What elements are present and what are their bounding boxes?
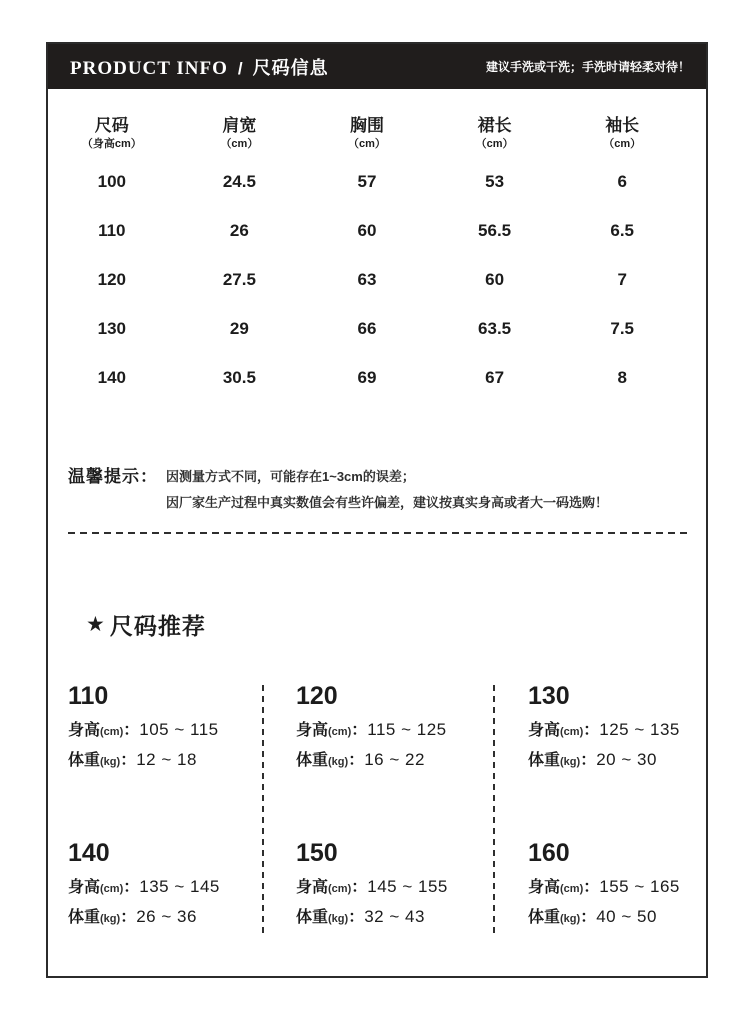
cell-shoulder: 29 — [229, 318, 249, 338]
cell-skirt-length: 56.5 — [478, 220, 512, 240]
size-table-header — [48, 113, 686, 157]
recommendation-block — [262, 838, 493, 933]
cell-chest: 63 — [357, 269, 377, 289]
height-unit: (cm) — [100, 883, 124, 895]
weight-range: 16 ~ 22 — [364, 750, 425, 769]
rec-weight-line — [68, 746, 262, 776]
section-title-english: PRODUCT INFO — [70, 57, 228, 79]
colon: ： — [120, 752, 137, 769]
height-label: 身高 — [296, 879, 329, 896]
height-range: 105 ~ 115 — [139, 720, 219, 739]
height-label: 身高 — [68, 722, 101, 739]
cell-skirt-length: 67 — [485, 367, 505, 387]
cell-size: 130 — [97, 318, 126, 338]
colon: ： — [123, 879, 140, 896]
reminder-label: 温馨提示： — [68, 467, 158, 486]
colon: ： — [583, 879, 600, 896]
cell-sleeve-length: 7.5 — [610, 318, 634, 338]
cell-sleeve-length: 7 — [617, 269, 627, 289]
dashed-divider — [68, 532, 690, 534]
rec-height-line — [68, 716, 262, 746]
weight-label: 体重 — [296, 752, 329, 769]
weight-range: 12 ~ 18 — [136, 750, 197, 769]
recommendation-block — [48, 838, 262, 933]
cell-chest: 57 — [357, 171, 377, 191]
recommendation-row — [48, 838, 706, 933]
table-row — [48, 353, 686, 402]
colon: ： — [120, 909, 137, 926]
table-row — [48, 206, 686, 255]
weight-range: 20 ~ 30 — [596, 750, 657, 769]
cell-shoulder: 24.5 — [222, 171, 256, 191]
colon: ： — [351, 722, 368, 739]
colon: ： — [348, 909, 365, 926]
height-label: 身高 — [528, 879, 561, 896]
height-label: 身高 — [296, 722, 329, 739]
weight-unit: (kg) — [100, 756, 121, 768]
column-header-sleeve-length: 袖长 （cm） — [603, 116, 642, 150]
cell-sleeve-length: 6 — [617, 171, 627, 191]
cell-chest: 66 — [357, 318, 377, 338]
table-header-row — [48, 113, 686, 157]
rec-height-line — [296, 716, 493, 746]
weight-unit: (kg) — [560, 913, 581, 925]
weight-range: 26 ~ 36 — [136, 907, 197, 926]
recommendation-block — [262, 681, 493, 776]
colon: ： — [583, 722, 600, 739]
cell-skirt-length: 60 — [485, 269, 505, 289]
cell-chest: 69 — [357, 367, 377, 387]
height-unit: (cm) — [560, 883, 584, 895]
reminder-text — [166, 462, 608, 516]
weight-unit: (kg) — [328, 913, 349, 925]
section-header-bar — [48, 44, 706, 89]
rec-size: 160 — [528, 839, 570, 867]
recommendation-block — [493, 681, 706, 776]
friendly-reminder — [68, 462, 688, 516]
rec-weight-line — [528, 746, 706, 776]
reminder-line: 因厂家生产过程中真实数值会有些许偏差，建议按真实身高或者大一码选购！ — [166, 495, 609, 510]
height-unit: (cm) — [328, 883, 352, 895]
cell-sleeve-length: 8 — [617, 367, 627, 387]
rec-size: 140 — [68, 839, 110, 867]
rec-size: 110 — [68, 682, 109, 710]
title-separator: / — [237, 58, 243, 78]
column-header-skirt-length: 裙长 （cm） — [475, 116, 514, 150]
star-icon: ★ — [86, 613, 106, 636]
washing-care-note: 建议手洗或干洗；手洗时请轻柔对待！ — [485, 60, 690, 74]
rec-height-line — [528, 873, 706, 903]
height-range: 135 ~ 145 — [139, 877, 220, 896]
size-recommendation-title — [86, 608, 706, 641]
size-measurements-table — [48, 113, 686, 402]
column-header-shoulder: 肩宽 （cm） — [220, 116, 259, 150]
vertical-dashed-divider — [262, 685, 264, 937]
weight-unit: (kg) — [100, 913, 121, 925]
height-range: 125 ~ 135 — [599, 720, 680, 739]
rec-height-line — [528, 716, 706, 746]
height-range: 145 ~ 155 — [367, 877, 448, 896]
weight-label: 体重 — [528, 909, 561, 926]
table-row — [48, 255, 686, 304]
section-title — [70, 54, 329, 80]
rec-weight-line — [528, 903, 706, 933]
height-range: 115 ~ 125 — [367, 720, 447, 739]
weight-label: 体重 — [68, 909, 101, 926]
rec-height-line — [68, 873, 262, 903]
size-info-panel — [46, 42, 708, 978]
height-unit: (cm) — [328, 726, 352, 738]
rec-size: 150 — [296, 839, 338, 867]
cell-shoulder: 27.5 — [222, 269, 256, 289]
cell-shoulder: 30.5 — [222, 367, 256, 387]
table-row — [48, 157, 686, 206]
cell-size: 100 — [97, 171, 126, 191]
weight-label: 体重 — [528, 752, 561, 769]
cell-skirt-length: 63.5 — [478, 318, 512, 338]
vertical-dashed-divider — [493, 685, 495, 937]
height-label: 身高 — [528, 722, 561, 739]
colon: ： — [580, 909, 597, 926]
colon: ： — [123, 722, 140, 739]
rec-height-line — [296, 873, 493, 903]
cell-size: 140 — [97, 367, 126, 387]
cell-sleeve-length: 6.5 — [610, 220, 634, 240]
weight-range: 32 ~ 43 — [364, 907, 425, 926]
recommendation-row — [48, 681, 706, 776]
reminder-line: 因测量方式不同，可能存在1~3cm的误差； — [166, 469, 415, 484]
cell-size: 120 — [97, 269, 126, 289]
cell-chest: 60 — [357, 220, 377, 240]
table-row — [48, 304, 686, 353]
colon: ： — [351, 879, 368, 896]
cell-shoulder: 26 — [229, 220, 249, 240]
size-recommendation-grid — [48, 681, 706, 939]
weight-unit: (kg) — [328, 756, 349, 768]
column-header-size: 尺码 （身高cm） — [81, 116, 142, 150]
column-header-chest: 胸围 （cm） — [348, 116, 386, 150]
size-table-body — [48, 157, 686, 402]
height-range: 155 ~ 165 — [599, 877, 680, 896]
rec-size: 130 — [528, 682, 570, 710]
rec-weight-line — [296, 746, 493, 776]
recommendation-title-text: 尺码推荐 — [109, 613, 206, 639]
height-label: 身高 — [68, 879, 101, 896]
section-title-chinese: 尺码信息 — [252, 57, 329, 78]
colon: ： — [580, 752, 597, 769]
colon: ： — [348, 752, 365, 769]
weight-range: 40 ~ 50 — [596, 907, 657, 926]
rec-weight-line — [296, 903, 493, 933]
cell-size: 110 — [98, 220, 126, 240]
cell-skirt-length: 53 — [485, 171, 505, 191]
rec-size: 120 — [296, 682, 338, 710]
weight-label: 体重 — [68, 752, 101, 769]
weight-label: 体重 — [296, 909, 329, 926]
recommendation-block — [48, 681, 262, 776]
recommendation-block — [493, 838, 706, 933]
weight-unit: (kg) — [560, 756, 581, 768]
rec-weight-line — [68, 903, 262, 933]
height-unit: (cm) — [100, 726, 124, 738]
height-unit: (cm) — [560, 726, 584, 738]
